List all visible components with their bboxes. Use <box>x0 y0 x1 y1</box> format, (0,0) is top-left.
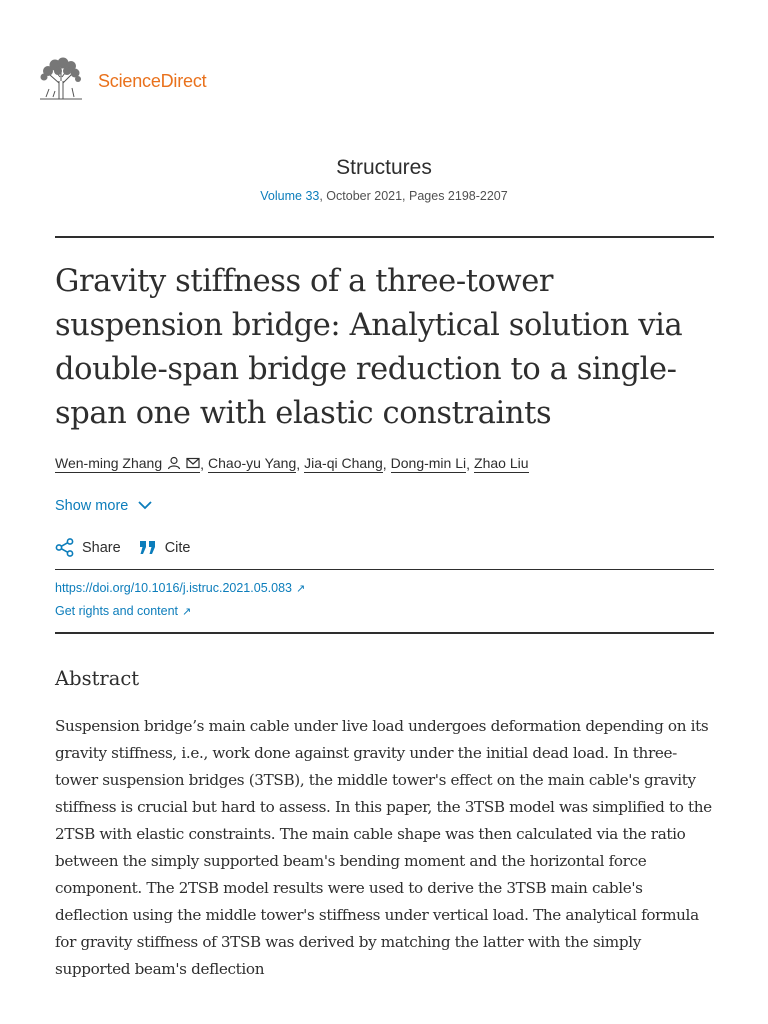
share-icon <box>55 538 74 557</box>
author-link[interactable]: Jia-qi Chang <box>304 455 383 471</box>
author-link[interactable]: Dong-min Li <box>390 455 467 471</box>
external-link-icon: ↗ <box>182 606 192 618</box>
site-header <box>38 58 206 104</box>
author-separator: , <box>200 456 205 472</box>
rights-text: Get rights and content <box>55 604 178 618</box>
abstract-heading: Abstract <box>55 667 140 690</box>
divider <box>55 236 714 238</box>
author-separator: , <box>296 456 301 472</box>
doi-link[interactable] <box>55 581 305 595</box>
sciencedirect-logo[interactable]: ScienceDirect <box>98 70 207 91</box>
rights-link[interactable] <box>55 604 191 618</box>
author-link[interactable]: Chao-yu Yang <box>208 455 297 471</box>
journal-title[interactable]: Structures <box>336 156 432 179</box>
doi-text: https://doi.org/10.1016/j.istruc.2021.05.083 <box>55 581 292 595</box>
author-separator: , <box>382 456 387 472</box>
divider <box>55 632 714 634</box>
cite-button[interactable] <box>139 540 191 556</box>
abstract-text: Suspension bridge’s main cable under live load undergoes deformation depending on its gravity stiffness, i.e., work done against gravity under the initial dead load. In three-tower suspension bridges (3TSB), the middle tower's effect on the main cable's gravity stiffness is crucial but hard to assess. In this paper, the 3TSB model was simplified to the 2TSB with elastic constraints. The main cable shape was then calculated via the ratio between the simply supported beam's bending moment and the horizontal force component. The 2TSB model results were used to derive the 3TSB main cable's deflection using the middle tower's stiffness under vertical load. The analytical formula for gravity stiffness of 3TSB was derived by matching the latter with the simply supported beam's deflection <box>55 717 712 978</box>
show-more-label: Show more <box>55 498 129 514</box>
volume-link[interactable]: Volume 33 <box>260 189 320 203</box>
divider <box>55 569 714 570</box>
share-button[interactable] <box>55 538 121 557</box>
article-actions <box>55 538 209 557</box>
cite-label: Cite <box>164 539 191 556</box>
author-separator: , <box>466 456 471 472</box>
article-title: Gravity stiffness of a three-tower suspension bridge: Analytical solution via double-span bridge reduction to a single-span one with elastic constraints <box>55 264 683 431</box>
envelope-icon <box>186 457 200 469</box>
elsevier-tree-logo-icon[interactable] <box>38 57 84 106</box>
author-link[interactable]: Wen-ming Zhang <box>55 455 200 473</box>
issue-info <box>0 189 768 203</box>
author-list <box>55 455 529 473</box>
share-label: Share <box>82 539 121 556</box>
author-link[interactable]: Zhao Liu <box>474 455 529 471</box>
quote-icon <box>139 540 157 555</box>
issue-details: , October 2021, Pages 2198-2207 <box>319 189 508 203</box>
person-icon <box>167 456 181 470</box>
external-link-icon: ↗ <box>295 583 306 595</box>
show-more-button[interactable] <box>55 498 152 514</box>
chevron-down-icon <box>128 498 152 514</box>
